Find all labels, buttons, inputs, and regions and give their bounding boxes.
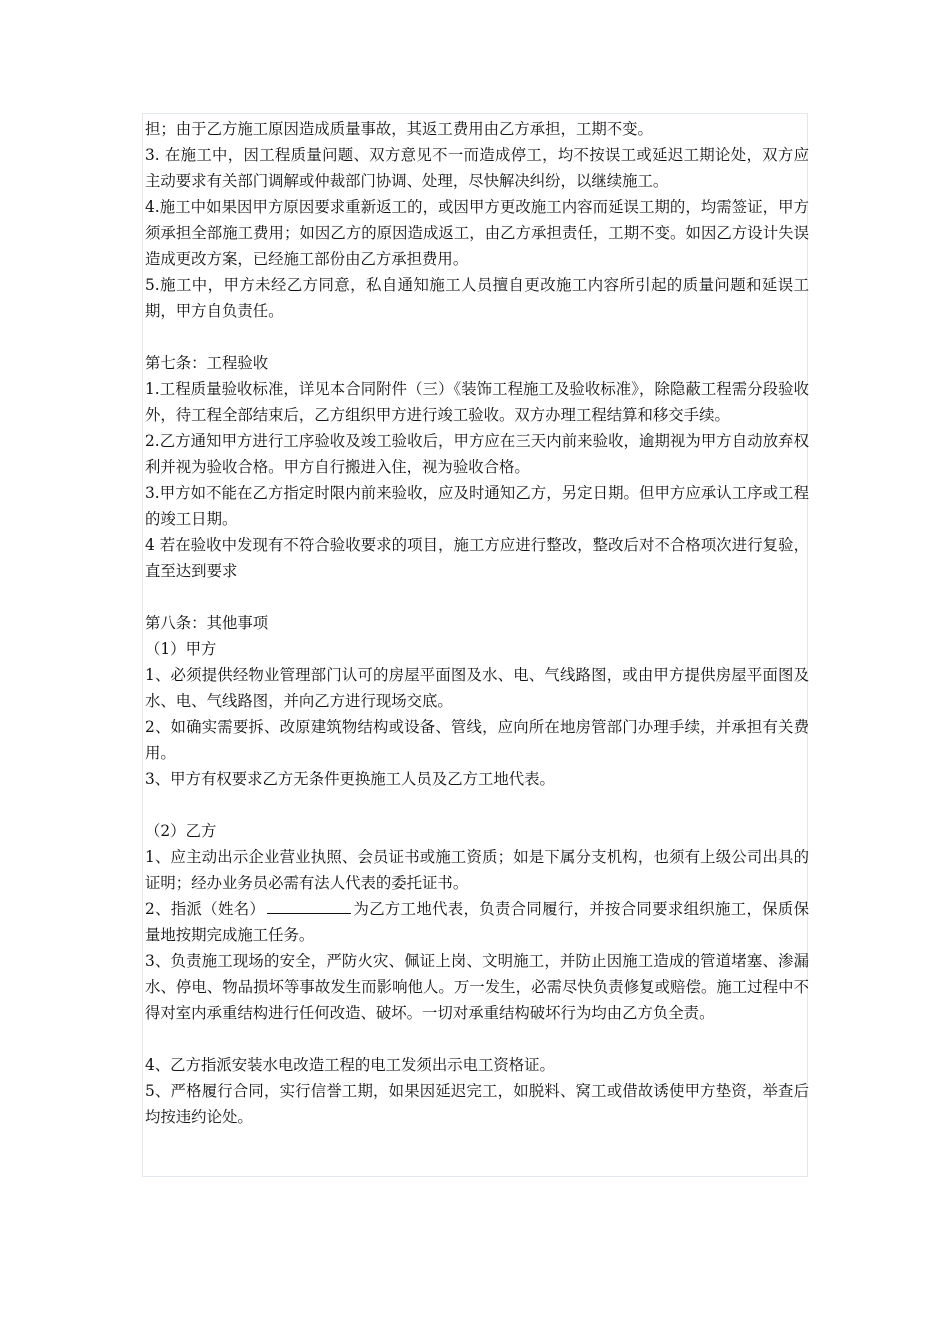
party-b-item-3: 3、负责施工现场的安全，严防火灾、佩证上岗、文明施工，并防止因施工造成的管道堵塞、渗漏水、停电、物品损坏等事故发生而影响他人。万一发生，必需尽快负责修复或赔偿。施工过程中不得对室内承重结构进行任何改造、破坏。一切对承重结构破坏行为均由乙方负全责。 [145,952,809,1022]
name-blank-line [267,896,351,914]
party-a-item-3: 3、甲方有权要求乙方无条件更换施工人员及乙方工地代表。 [145,770,555,788]
paragraph-clause-5: 5.施工中，甲方未经乙方同意，私自通知施工人员擅自更改施工内容所引起的质量问题和延误工期，甲方自负责任。 [145,276,809,320]
article-7-item-4: 4 若在验收中发现有不符合验收要求的项目，施工方应进行整改，整改后对不合格项次进行复验，直至达到要求 [145,536,809,580]
article-7-item-1: 1.工程质量验收标准，详见本合同附件（三）《装饰工程施工及验收标准》，除隐蔽工程需分段验收外，待工程全部结束后，乙方组织甲方进行竣工验收。双方办理工程结算和移交手续。 [145,380,809,424]
paragraph-carryover: 担；由于乙方施工原因造成质量事故，其返工费用由乙方承担，工期不变。 [145,120,653,138]
article-7-item-2: 2.乙方通知甲方进行工序验收及竣工验收后，甲方应在三天内前来验收，逾期视为甲方自动放弃权利并视为验收合格。甲方自行搬进入住，视为验收合格。 [145,432,809,476]
party-a-title: （1）甲方 [145,640,217,658]
party-b-item-2-suffix: 为乙方工地代表，负责合同履行，并按合同要求组织施工，保质保量地按期完成施工任务。 [145,900,809,944]
paragraph-clause-3: 3. 在施工中，因工程质量问题、双方意见不一而造成停工，均不按误工或延迟工期论处，双方应主动要求有关部门调解或仲裁部门协调、处理，尽快解决纠纷，以继续施工。 [145,146,809,190]
party-b-item-4: 4、乙方指派安装水电改造工程的电工发须出示电工资格证。 [145,1056,555,1074]
party-a-item-2: 2、如确实需要拆、改原建筑物结构或设备、管线，应向所在地房管部门办理手续，并承担有关费用。 [145,718,809,762]
party-b-item-2-prefix: 2、指派（姓名） [145,900,266,918]
spacer [145,584,809,610]
article-7-title: 第七条：工程验收 [145,354,269,372]
spacer [145,324,809,350]
article-8-title: 第八条：其他事项 [145,614,269,632]
document-body [145,116,809,1130]
article-7-item-3: 3.甲方如不能在乙方指定时限内前来验收，应及时通知乙方，另定日期。但甲方应承认工序或工程的竣工日期。 [145,484,809,528]
party-b-item-5: 5、严格履行合同，实行信誉工期，如果因延迟完工，如脱料、窝工或借故诱使甲方垫资，举查后均按违约论处。 [145,1082,809,1126]
spacer [145,792,809,818]
party-a-item-1: 1、必须提供经物业管理部门认可的房屋平面图及水、电、气线路图，或由甲方提供房屋平面图及水、电、气线路图，并向乙方进行现场交底。 [145,666,809,710]
party-b-item-2 [145,896,809,948]
party-b-item-1: 1、应主动出示企业营业执照、会员证书或施工资质；如是下属分支机构，也须有上级公司出具的证明；经办业务员必需有法人代表的委托证书。 [145,848,809,892]
paragraph-clause-4: 4.施工中如果因甲方原因要求重新返工的，或因甲方更改施工内容而延误工期的，均需签证，甲方须承担全部施工费用；如因乙方的原因造成返工，由乙方承担责任，工期不变。如因乙方设计失误造成更改方案，已经施工部份由乙方承担费用。 [145,198,809,268]
party-b-title: （2）乙方 [145,822,217,840]
spacer [145,1026,809,1052]
